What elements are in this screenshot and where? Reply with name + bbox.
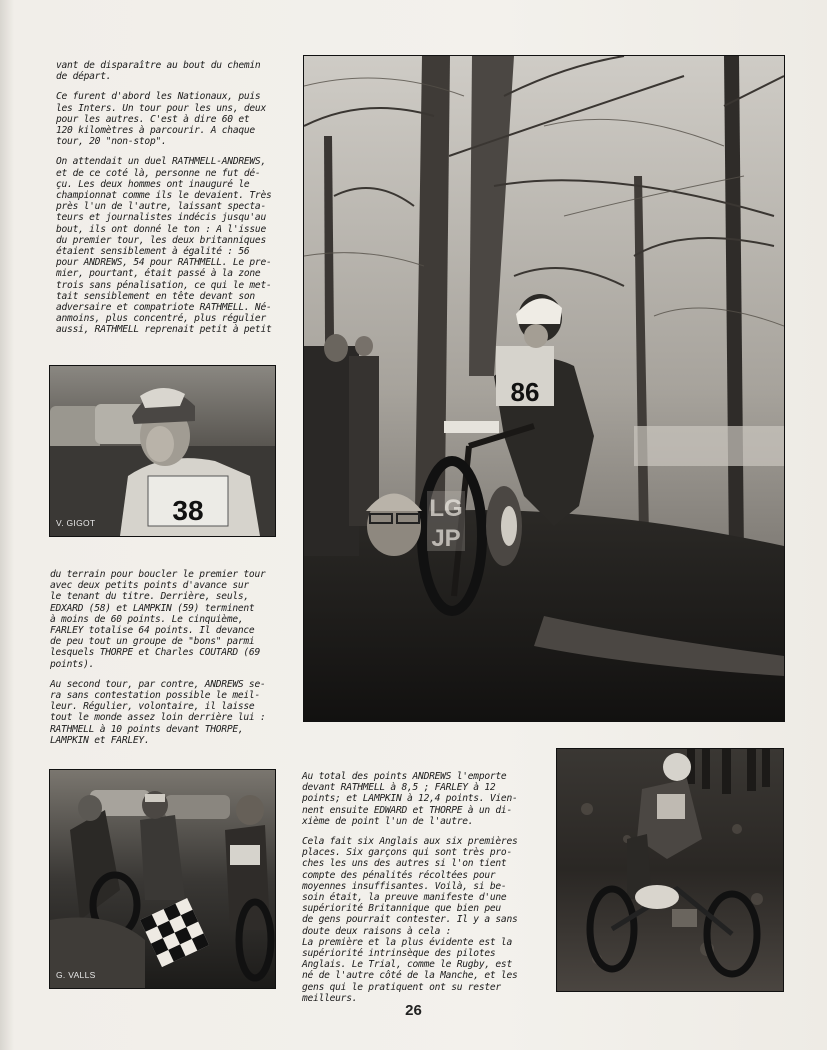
group-riders-image — [50, 770, 275, 988]
group-riders-photo — [49, 769, 276, 989]
rider-descent-photo — [556, 748, 784, 992]
svg-text:LG: LG — [429, 495, 463, 522]
article-column-center-bottom — [302, 771, 547, 1013]
paragraph: Cela fait six Anglais aux six premières places. Six garçons qui sont très pro- ches les uns des autres si l'on tient compte des pénalités récoltées pour moyennes insuffisantes. Voilà, si be- soin était, la preuve manifeste d'une supériorité Britannique que bien peu de gens pourrait contester. Il y a sans doute deux raisons à cela : La première et la plus évidente est la supériorité intrinsèque des pilotes Anglais. Le Trial, comme le Rugby, est né de l'autre côté de la Manche, et les gens qui le pratiquent ont su rester meilleurs. — [302, 836, 518, 1004]
paragraph: Au total des points ANDREWS l'emporte devant RATHMELL à 8,5 ; FARLEY à 12 points; et LAMPKIN à 12,4 points. Vien- nent ensuite EDWARD et THORPE à un di- xième de point l'un de l'autre. — [302, 771, 518, 827]
paragraph: Ce furent d'abord les Nationaux, puis les Inters. Un tour pour les uns, deux pour les autres. C'est à dire 60 et 120 kilomètres à parcourir. A chaque tour, 20 "non-stop". — [56, 91, 266, 148]
svg-text:JP: JP — [431, 525, 461, 552]
page-number: 26 — [405, 1002, 422, 1019]
paragraph: du terrain pour boucler le premier tour avec deux petits points d'avance sur le tenant du titre. Derrière, seuls, EDXARD (58) et LAMPKIN (59) terminent à moins de 60 points. Le cinquième, FARLEY totalise 64 points. Il devance de peu tout un groupe de "bons" parmi lesquels THORPE et Charles COUTARD (69 points). — [50, 569, 266, 670]
paragraph: Au second tour, par contre, ANDREWS se- ra sans contestation possible le meil- leur. Régulier, volontaire, il laisse tout le monde assez loin derrière lui : RATHMELL à 10 points devant THORPE, LAMPKIN et FARLEY. — [50, 678, 266, 746]
portrait-photo-credit: V. GIGOT — [56, 518, 96, 528]
article-column-left-top — [56, 60, 288, 345]
paragraph: vant de disparaître au bout du chemin de départ. — [56, 60, 261, 83]
portrait-bib-number: 38 — [172, 495, 204, 526]
main-rider-photo — [303, 55, 785, 722]
main-rider-image — [304, 56, 784, 721]
paragraph: On attendait un duel RATHMELL-ANDREWS, et de ce coté là, personne ne fut dé- çu. Les deux hommes ont inauguré le championnat comme ils le devaient. Très près l'un de l'autre, laissant specta- teurs et journalistes indécis jusqu'au bout, ils ont donné le ton : A l'issue du premier tour, les deux britanniques étaient sensiblement à égalité : 56 pour ANDREWS, 54 pour RATHMELL. Le pre- mier, pourtant, était passé à la zone trois sans pénalisation, ce qui le met- tait sensiblement en tête devant son adversaire et compatriote RATHMELL. Né- anmoins, plus concentré, plus régulier aussi, RATHMELL reprenait petit à petit — [56, 156, 272, 336]
article-column-left-mid — [50, 569, 282, 755]
rider-portrait-photo — [49, 365, 276, 537]
rider-portrait-image — [50, 366, 275, 536]
rider-descent-image — [557, 749, 783, 991]
group-photo-credit: G. VALLS — [56, 970, 96, 980]
main-bib-number: 86 — [510, 377, 540, 407]
